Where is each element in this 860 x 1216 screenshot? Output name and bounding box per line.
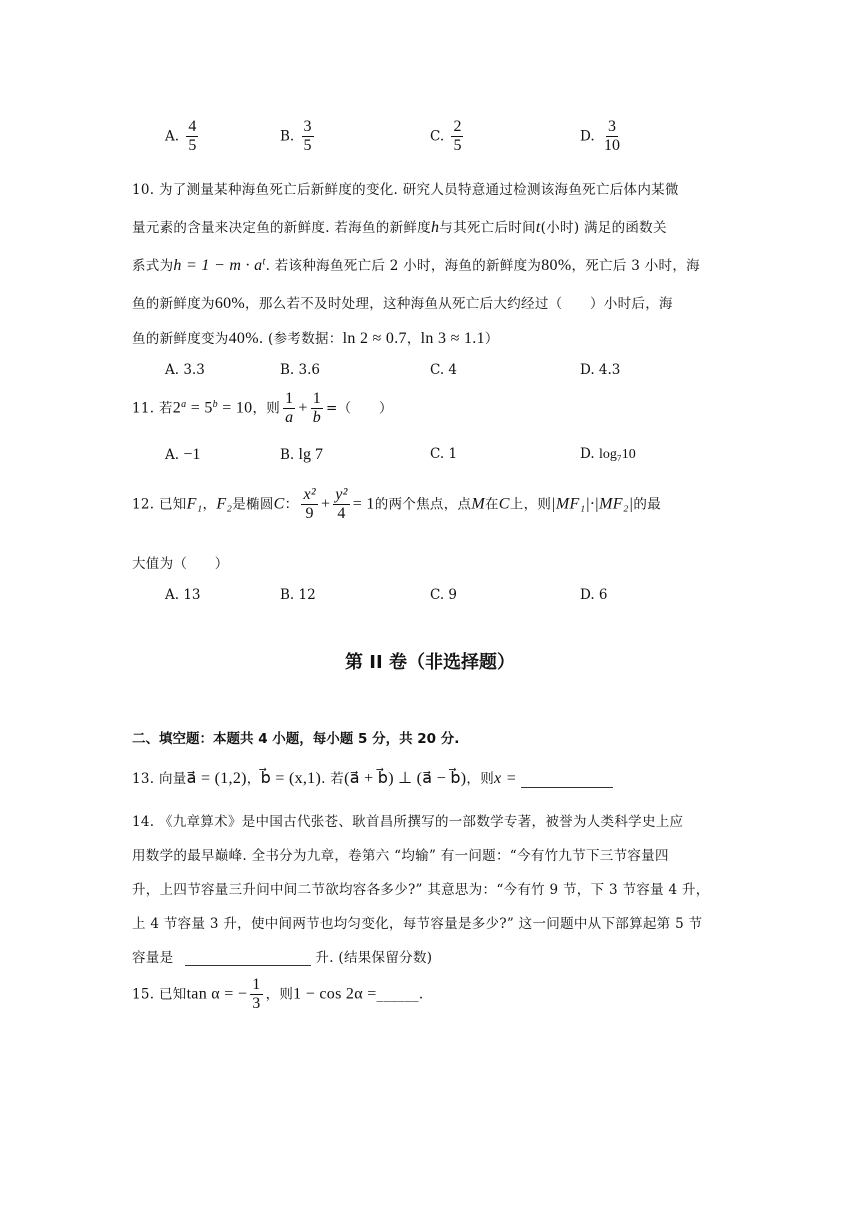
formula: h = 1 − m · a <box>173 257 263 274</box>
fraction: $\frac{\text{x²}}{9}$ <box>303 486 316 523</box>
q14-line-2: 用数学的最早巅峰. 全书分为九章，卷第六 “均输” 有一问题：“今有竹九节下三节容量四 <box>132 848 669 864</box>
q14-line-4: 上 4 节容量 3 升，使中间两节也均匀变化，每节容量是多少?” 这一问题中从下部算起第 5 节 <box>132 916 703 932</box>
q14-line-5: 容量是 升. (结果保留分数) <box>132 950 433 966</box>
q10-line-3: 系式为$h = 1 - m \cdot a^t$. 若该种海鱼死亡后 2 小时，海鱼的新鲜度为80%，死亡后 3 小时，海 <box>132 256 700 274</box>
q10-line-2: 量元素的含量来决定鱼的新鲜度. 若海鱼的新鲜度h与其死亡后时间t(小时) 满足的函数关 <box>132 219 667 236</box>
answer-blank[interactable]: ______ <box>376 986 419 1003</box>
q9-option-d <box>580 118 625 156</box>
q12-option-b: B. 12 <box>280 587 316 603</box>
q12-line-2: 大值为（ ） <box>132 556 229 572</box>
fraction: $\frac{1}{3}$ <box>252 976 261 1013</box>
fraction: $\frac{1}{b}$ <box>312 390 322 427</box>
fraction: $\frac{3}{10}$ <box>603 118 620 155</box>
q12-option-c: C. 9 <box>430 587 458 603</box>
q10-line-1: 10. 为了测量某种海鱼死亡后新鲜度的变化. 研究人员特意通过检测该海鱼死亡后体内某微 <box>132 182 679 198</box>
fraction: $\frac{1}{a}$ <box>285 390 294 427</box>
q9-option-c <box>430 118 466 156</box>
q14-line-1: 14. 《九章算术》是中国古代张苍、耿首昌所撰写的一部数学专著，被誉为人类科学史上应 <box>132 814 684 830</box>
q11-stem: 11. 若$2^a = 5^b = 10$，则 $\frac{1}{a}$ + $\frac{1}{b}$ =（ ） <box>132 390 393 427</box>
q10-option-a: A. 3.3 <box>165 362 205 378</box>
fraction: $\frac{4}{5}$ <box>188 118 197 155</box>
answer-blank[interactable] <box>185 951 311 966</box>
option-label: B. <box>280 128 295 145</box>
section-header: 二、填空题：本题共 4 小题，每小题 5 分，共 20 分. <box>132 731 460 747</box>
q11-option-b: B. lg 7 <box>280 446 323 463</box>
q10-line-4: 鱼的新鲜度为60%，那么若不及时处理，这种海鱼从死亡后大约经过（ ）小时后，海 <box>132 295 673 312</box>
fraction: $\frac{3}{5}$ <box>303 118 312 155</box>
q13-stem: 13. 向量a⃗ = (1,2)，b⃗ = (x,1). 若(a⃗ + b⃗) ⊥ (a⃗ − b⃗)，则x = <box>132 767 732 788</box>
option-label: A. <box>165 128 180 145</box>
q10-option-d: D. 4.3 <box>580 362 621 378</box>
section-title: 第 II 卷（非选择题） <box>345 652 515 673</box>
fraction: $\frac{\text{y²}}{4}$ <box>335 486 348 523</box>
q11-option-d: D. log₇10 <box>580 446 636 462</box>
answer-blank[interactable] <box>521 773 613 788</box>
q10-option-b: B. 3.6 <box>280 362 320 378</box>
q12-option-a: A. 13 <box>165 587 201 603</box>
fraction: $\frac{2}{5}$ <box>453 118 462 155</box>
q12-option-d: D. 6 <box>580 587 608 603</box>
option-label: C. <box>430 128 445 145</box>
q11-option-a: A. −1 <box>165 446 201 463</box>
q10-option-c: C. 4 <box>430 362 458 378</box>
option-label: D. <box>580 128 595 145</box>
q9-option-b <box>280 118 317 156</box>
q10-line-5: 鱼的新鲜度变为40%. (参考数据：ln 2 ≈ 0.7，ln 3 ≈ 1.1） <box>132 330 499 347</box>
q11-option-c: C. 1 <box>430 446 458 462</box>
q15-stem: 15. 已知tan α = − $\frac{1}{3}$ ，则1 − cos 2α =______. <box>132 976 424 1013</box>
q14-line-3: 升，上四节容量三升问中间二节欲均容各多少?” 其意思为：“今有竹 9 节，下 3 节容量 4 升， <box>132 882 710 898</box>
q9-option-a <box>165 118 201 156</box>
q12-stem: 12. 已知F₁，F₂是椭圆C： $\frac{\text{x²}}{9}$ + $\frac{\text{y²}}{4}$ = 1的两个焦点，点M在C上，则|MF₁|·|MF₂|的最 <box>132 486 662 523</box>
